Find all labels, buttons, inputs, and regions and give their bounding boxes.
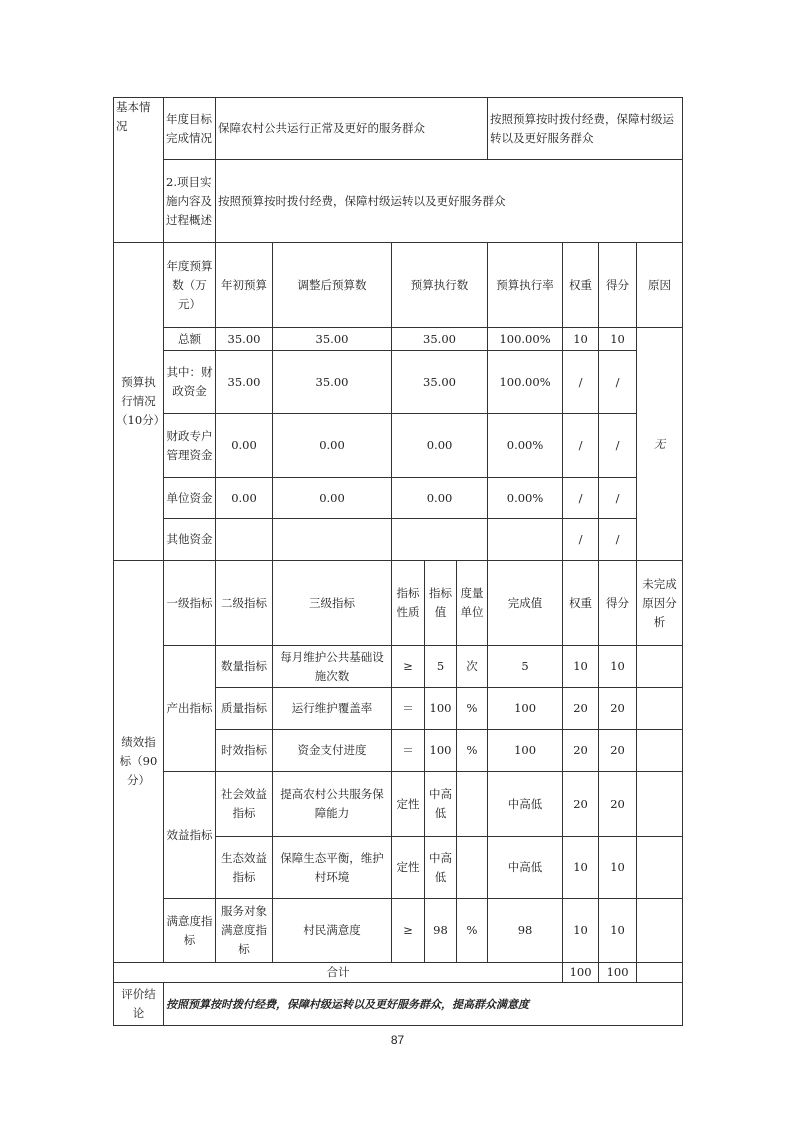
perf-reason (637, 837, 683, 899)
budget-score: / (599, 414, 637, 478)
perf-nature: ＝ (392, 688, 425, 730)
perf-group: 满意度指标 (164, 899, 216, 963)
goal-result: 按照预算按时拨付经费，保障村级运转以及更好服务群众 (488, 98, 683, 160)
perf-score: 20 (599, 772, 637, 837)
perf-header: 三级指标 (273, 561, 392, 646)
basic-section-label: 基本情况 (114, 98, 164, 243)
goal-text: 保障农村公共运行正常及更好的服务群众 (216, 98, 488, 160)
budget-adjusted (273, 519, 392, 561)
perf-nature: 定性 (392, 772, 425, 837)
perf-l2: 数量指标 (216, 646, 273, 688)
perf-value: 中高低 (425, 837, 457, 899)
budget-weight: / (563, 351, 599, 414)
perf-score: 10 (599, 899, 637, 963)
budget-weight: 10 (563, 328, 599, 351)
budget-executed: 35.00 (392, 328, 488, 351)
perf-weight: 10 (563, 837, 599, 899)
budget-row-name: 其中：财政资金 (164, 351, 216, 414)
perf-nature: 定性 (392, 837, 425, 899)
budget-rate: 0.00% (488, 414, 563, 478)
budget-rate: 100.00% (488, 351, 563, 414)
perf-reason (637, 899, 683, 963)
budget-rate (488, 519, 563, 561)
perf-actual: 98 (488, 899, 563, 963)
budget-rate: 100.00% (488, 328, 563, 351)
budget-row (114, 519, 683, 561)
budget-adjusted: 0.00 (273, 478, 392, 519)
budget-initial: 35.00 (216, 328, 273, 351)
perf-l3: 运行维护覆盖率 (273, 688, 392, 730)
budget-header: 预算执行率 (488, 243, 563, 328)
perf-actual: 中高低 (488, 837, 563, 899)
perf-l3: 保障生态平衡，维护村环境 (273, 837, 392, 899)
budget-row (114, 351, 683, 414)
perf-header: 权重 (563, 561, 599, 646)
perf-header: 完成值 (488, 561, 563, 646)
budget-row (114, 414, 683, 478)
perf-header: 度量单位 (457, 561, 488, 646)
perf-l2: 质量指标 (216, 688, 273, 730)
budget-header: 调整后预算数 (273, 243, 392, 328)
perf-header: 未完成原因分析 (637, 561, 683, 646)
perf-weight: 20 (563, 730, 599, 772)
budget-header: 权重 (563, 243, 599, 328)
perf-l3: 资金支付进度 (273, 730, 392, 772)
budget-header: 得分 (599, 243, 637, 328)
perf-group: 产出指标 (164, 646, 216, 772)
total-row (114, 963, 683, 983)
perf-l2: 时效指标 (216, 730, 273, 772)
budget-row (114, 328, 683, 351)
perf-l3: 每月维护公共基础设施次数 (273, 646, 392, 688)
perf-score: 10 (599, 837, 637, 899)
perf-nature: ≥ (392, 646, 425, 688)
perf-row (114, 646, 683, 688)
goal-label: 年度目标完成情况 (164, 98, 216, 160)
budget-score: / (599, 351, 637, 414)
perf-weight: 20 (563, 688, 599, 730)
perf-unit (457, 772, 488, 837)
budget-header: 年度预算数（万元） (164, 243, 216, 328)
total-score: 100 (599, 963, 637, 983)
budget-executed (392, 519, 488, 561)
budget-initial (216, 519, 273, 561)
impl-label: 2.项目实施内容及过程概述 (164, 160, 216, 243)
perf-header: 指标值 (425, 561, 457, 646)
budget-executed: 0.00 (392, 478, 488, 519)
perf-unit: % (457, 899, 488, 963)
perf-actual: 中高低 (488, 772, 563, 837)
budget-score: / (599, 478, 637, 519)
budget-executed: 35.00 (392, 351, 488, 414)
perf-unit: % (457, 730, 488, 772)
budget-row-name: 财政专户管理资金 (164, 414, 216, 478)
conclusion-text: 按照预算按时拨付经费，保障村级运转以及更好服务群众，提高群众满意度 (164, 983, 683, 1026)
budget-weight: / (563, 519, 599, 561)
perf-reason (637, 646, 683, 688)
perf-l3: 提高农村公共服务保障能力 (273, 772, 392, 837)
perf-weight: 10 (563, 646, 599, 688)
perf-weight: 10 (563, 899, 599, 963)
perf-value: 5 (425, 646, 457, 688)
perf-reason (637, 772, 683, 837)
perf-actual: 100 (488, 730, 563, 772)
budget-section-label: 预算执行情况（10分） (114, 243, 164, 561)
perf-l2: 生态效益指标 (216, 837, 273, 899)
budget-rate: 0.00% (488, 478, 563, 519)
perf-l2: 社会效益指标 (216, 772, 273, 837)
perf-score: 20 (599, 730, 637, 772)
budget-adjusted: 0.00 (273, 414, 392, 478)
perf-score: 20 (599, 688, 637, 730)
budget-adjusted: 35.00 (273, 351, 392, 414)
total-label: 合计 (114, 963, 563, 983)
performance-evaluation-table (113, 97, 683, 1026)
perf-header: 得分 (599, 561, 637, 646)
perf-row (114, 772, 683, 837)
budget-initial: 35.00 (216, 351, 273, 414)
budget-score: / (599, 519, 637, 561)
perf-unit: 次 (457, 646, 488, 688)
performance-section-label: 绩效指标（90分） (114, 561, 164, 963)
perf-header: 一级指标 (164, 561, 216, 646)
perf-row (114, 899, 683, 963)
perf-unit (457, 837, 488, 899)
budget-executed: 0.00 (392, 414, 488, 478)
perf-actual: 100 (488, 688, 563, 730)
budget-row-name: 单位资金 (164, 478, 216, 519)
budget-header: 预算执行数 (392, 243, 488, 328)
total-weight: 100 (563, 963, 599, 983)
conclusion-label: 评价结论 (114, 983, 164, 1026)
budget-adjusted: 35.00 (273, 328, 392, 351)
budget-row-name: 总额 (164, 328, 216, 351)
perf-value: 中高低 (425, 772, 457, 837)
budget-row (114, 478, 683, 519)
budget-weight: / (563, 414, 599, 478)
perf-header: 指标性质 (392, 561, 425, 646)
page-number: 87 (390, 1033, 405, 1047)
budget-header: 原因 (637, 243, 683, 328)
perf-header: 二级指标 (216, 561, 273, 646)
budget-header: 年初预算 (216, 243, 273, 328)
perf-group: 效益指标 (164, 772, 216, 899)
perf-l2: 服务对象满意度指标 (216, 899, 273, 963)
perf-reason (637, 688, 683, 730)
perf-value: 100 (425, 730, 457, 772)
perf-nature: ＝ (392, 730, 425, 772)
perf-score: 10 (599, 646, 637, 688)
perf-reason (637, 730, 683, 772)
budget-weight: / (563, 478, 599, 519)
perf-value: 98 (425, 899, 457, 963)
perf-unit: % (457, 688, 488, 730)
budget-initial: 0.00 (216, 478, 273, 519)
perf-actual: 5 (488, 646, 563, 688)
impl-text: 按照预算按时拨付经费，保障村级运转以及更好服务群众 (216, 160, 683, 243)
budget-score: 10 (599, 328, 637, 351)
total-reason (637, 963, 683, 983)
perf-value: 100 (425, 688, 457, 730)
perf-nature: ≥ (392, 899, 425, 963)
perf-weight: 20 (563, 772, 599, 837)
perf-l3: 村民满意度 (273, 899, 392, 963)
budget-reason: 无 (637, 328, 683, 561)
budget-row-name: 其他资金 (164, 519, 216, 561)
budget-initial: 0.00 (216, 414, 273, 478)
